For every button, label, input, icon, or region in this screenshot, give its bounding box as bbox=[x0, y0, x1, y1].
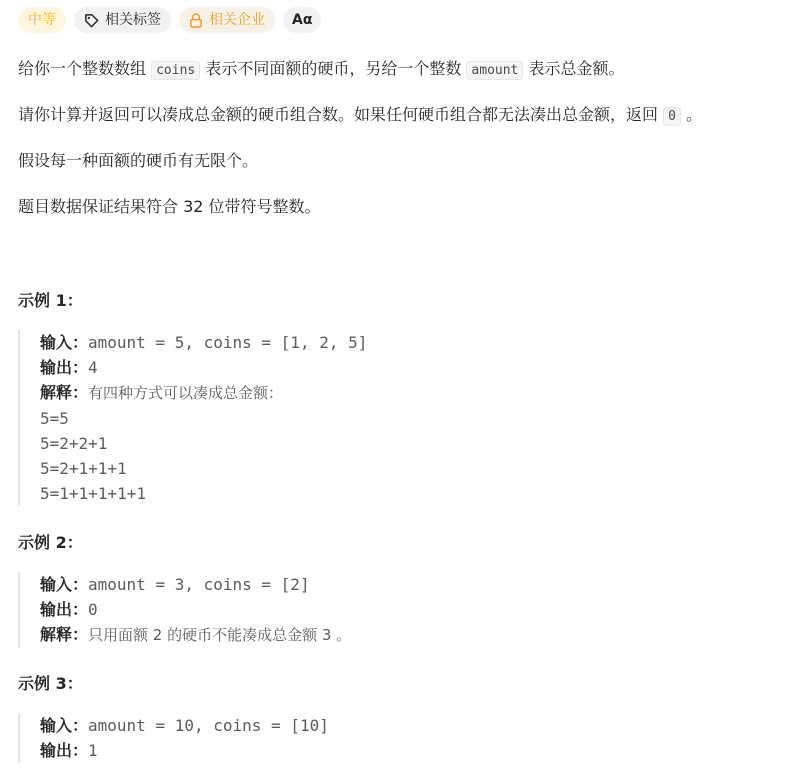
input-value: amount = 10, coins = [10] bbox=[88, 716, 329, 735]
example-1-output bbox=[40, 355, 367, 380]
example-2-block bbox=[18, 572, 351, 648]
output-label: 输出： bbox=[40, 358, 89, 377]
tag-icon bbox=[84, 13, 99, 28]
p1-text-c: 表示总金额。 bbox=[523, 59, 625, 78]
input-label: 输入： bbox=[40, 575, 89, 594]
input-label: 输入： bbox=[40, 333, 89, 352]
example-3-input bbox=[40, 713, 329, 738]
example-1-line-3: 5=2+1+1+1 bbox=[40, 459, 127, 478]
example-1-title: 示例 1： bbox=[18, 291, 83, 310]
code-zero: 0 bbox=[663, 107, 681, 126]
input-value: amount = 5, coins = [1, 2, 5] bbox=[88, 333, 368, 352]
example-3-title: 示例 3： bbox=[18, 674, 83, 693]
code-amount: amount bbox=[466, 61, 523, 80]
output-value: 1 bbox=[88, 741, 98, 760]
description-paragraph-1 bbox=[18, 58, 624, 82]
output-label: 输出： bbox=[40, 741, 89, 760]
example-2-input bbox=[40, 572, 351, 597]
output-value: 4 bbox=[88, 358, 98, 377]
problem-description bbox=[18, 6, 788, 760]
font-size-toggle[interactable]: Aα bbox=[283, 7, 321, 33]
related-companies-label: 相关企业 bbox=[209, 12, 265, 28]
example-1-input bbox=[40, 330, 367, 355]
example-1-block bbox=[18, 330, 367, 506]
example-3-block bbox=[18, 713, 329, 763]
difficulty-tag[interactable]: 中等 bbox=[18, 7, 66, 33]
related-tags-button[interactable] bbox=[74, 7, 171, 33]
example-2-output bbox=[40, 597, 351, 622]
output-label: 输出： bbox=[40, 600, 89, 619]
example-1-line-2: 5=2+2+1 bbox=[40, 434, 108, 453]
example-2-title: 示例 2： bbox=[18, 533, 83, 552]
description-paragraph-3: 假设每一种面额的硬币有无限个。 bbox=[18, 151, 259, 170]
lock-icon bbox=[189, 13, 203, 28]
code-coins: coins bbox=[151, 61, 200, 80]
tag-bar bbox=[18, 6, 788, 34]
input-label: 输入： bbox=[40, 716, 89, 735]
input-value: amount = 3, coins = [2] bbox=[88, 575, 310, 594]
description-paragraph-4: 题目数据保证结果符合 32 位带符号整数。 bbox=[18, 197, 321, 216]
example-1-line-4: 5=1+1+1+1+1 bbox=[40, 484, 146, 503]
explanation-text: 只用面额 2 的硬币不能凑成总金额 3 。 bbox=[88, 626, 352, 644]
output-value: 0 bbox=[88, 600, 98, 619]
example-3-output bbox=[40, 738, 329, 763]
explanation-label: 解释： bbox=[40, 383, 89, 402]
example-1-explanation bbox=[40, 380, 367, 406]
explanation-text: 有四种方式可以凑成总金额： bbox=[88, 384, 284, 402]
p1-text-b: 表示不同面额的硬币，另给一个整数 bbox=[200, 59, 467, 78]
description-paragraph-2 bbox=[18, 104, 702, 128]
explanation-label: 解释： bbox=[40, 625, 89, 644]
p2-text-b: 。 bbox=[680, 105, 703, 124]
related-companies-button[interactable] bbox=[179, 7, 275, 33]
example-2-explanation bbox=[40, 622, 351, 648]
example-1-line-1: 5=5 bbox=[40, 409, 69, 428]
related-tags-label: 相关标签 bbox=[105, 12, 161, 28]
p2-text-a: 请你计算并返回可以凑成总金额的硬币组合数。如果任何硬币组合都无法凑出总金额，返回 bbox=[18, 105, 664, 124]
p1-text-a: 给你一个整数数组 bbox=[18, 59, 152, 78]
